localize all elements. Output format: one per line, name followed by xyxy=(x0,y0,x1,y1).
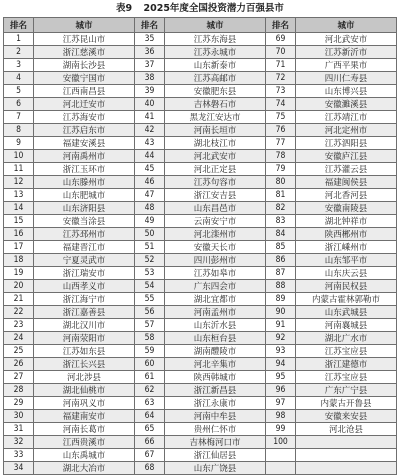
city-cell: 福建南安市 xyxy=(34,410,135,423)
rank-cell: 67 xyxy=(135,449,165,462)
header-city: 城市 xyxy=(165,18,266,33)
rank-cell: 13 xyxy=(4,189,34,202)
rank-cell: 63 xyxy=(135,397,165,410)
rank-cell: 22 xyxy=(4,306,34,319)
city-cell: 山东滕州市 xyxy=(34,176,135,189)
table-number: 表9 xyxy=(116,3,133,14)
header-rank: 排名 xyxy=(266,18,296,33)
rank-cell: 98 xyxy=(266,410,296,423)
city-cell: 河南禹州市 xyxy=(34,150,135,163)
rank-cell: 25 xyxy=(4,345,34,358)
city-cell: 陕西韩城市 xyxy=(165,371,266,384)
table-row xyxy=(4,254,397,267)
rank-cell: 21 xyxy=(4,293,34,306)
rank-cell: 59 xyxy=(135,345,165,358)
city-cell: 河北武安市 xyxy=(296,33,397,46)
table-row xyxy=(4,306,397,319)
rank-cell: 8 xyxy=(4,124,34,137)
city-cell: 河北香河县 xyxy=(296,189,397,202)
city-cell: 江西贵溪市 xyxy=(34,436,135,449)
rank-cell: 46 xyxy=(135,176,165,189)
rank-cell: 34 xyxy=(4,462,34,475)
rank-cell: 94 xyxy=(266,358,296,371)
city-cell: 江苏句容市 xyxy=(165,176,266,189)
city-cell: 河南中牟县 xyxy=(165,410,266,423)
rank-cell: 18 xyxy=(4,254,34,267)
city-cell: 河南荥阳市 xyxy=(34,332,135,345)
rank-cell: 1 xyxy=(4,33,34,46)
table-row xyxy=(4,384,397,397)
rank-cell: 35 xyxy=(135,33,165,46)
rank-cell: 79 xyxy=(266,163,296,176)
rank-cell: 7 xyxy=(4,111,34,124)
rank-cell: 75 xyxy=(266,111,296,124)
table-row xyxy=(4,449,397,462)
city-cell: 浙江海宁市 xyxy=(34,293,135,306)
rank-cell: 3 xyxy=(4,59,34,72)
city-cell: 浙江安吉县 xyxy=(165,189,266,202)
rank-cell: 12 xyxy=(4,176,34,189)
city-cell: 广东广宁县 xyxy=(296,384,397,397)
table-row xyxy=(4,150,397,163)
rank-cell: 58 xyxy=(135,332,165,345)
rank-cell: 100 xyxy=(266,436,296,449)
rank-cell: 90 xyxy=(266,306,296,319)
city-cell xyxy=(296,436,397,449)
city-cell: 安徽肥东县 xyxy=(165,85,266,98)
city-cell: 湖北大冶市 xyxy=(34,462,135,475)
rank-cell: 16 xyxy=(4,228,34,241)
rank-cell: 70 xyxy=(266,46,296,59)
city-cell: 河南巩义市 xyxy=(34,397,135,410)
city-cell: 山西孝义市 xyxy=(34,280,135,293)
rank-cell: 91 xyxy=(266,319,296,332)
city-cell: 江苏新沂市 xyxy=(296,46,397,59)
city-cell: 湖南醴陵市 xyxy=(165,345,266,358)
rank-cell xyxy=(266,449,296,462)
city-cell: 福建闽侯县 xyxy=(296,176,397,189)
rank-cell: 31 xyxy=(4,423,34,436)
rank-cell: 4 xyxy=(4,72,34,85)
table-row xyxy=(4,332,397,345)
city-cell: 江苏靖江市 xyxy=(296,111,397,124)
rank-cell: 36 xyxy=(135,46,165,59)
rank-cell: 29 xyxy=(4,397,34,410)
city-cell: 安徽庐江县 xyxy=(296,150,397,163)
city-cell: 河北正定县 xyxy=(165,163,266,176)
rank-cell: 95 xyxy=(266,371,296,384)
rank-cell: 93 xyxy=(266,345,296,358)
city-cell: 湖北枝江市 xyxy=(165,137,266,150)
city-cell: 福建安溪县 xyxy=(34,137,135,150)
rank-cell: 20 xyxy=(4,280,34,293)
table-row xyxy=(4,410,397,423)
rank-cell: 96 xyxy=(266,384,296,397)
city-cell: 山东博兴县 xyxy=(296,85,397,98)
city-cell: 江西南昌县 xyxy=(34,85,135,98)
rank-cell: 6 xyxy=(4,98,34,111)
city-cell: 山东邹平市 xyxy=(296,254,397,267)
rank-cell: 65 xyxy=(135,423,165,436)
rank-cell: 52 xyxy=(135,254,165,267)
city-cell: 陕西郴州市 xyxy=(296,228,397,241)
city-cell: 河北滦州市 xyxy=(165,228,266,241)
city-cell: 山东肥城市 xyxy=(34,189,135,202)
table-row xyxy=(4,46,397,59)
rank-cell: 40 xyxy=(135,98,165,111)
city-cell: 河南民权县 xyxy=(296,280,397,293)
rank-cell: 43 xyxy=(135,137,165,150)
city-cell: 广东四会市 xyxy=(165,280,266,293)
city-cell: 湖北仙桃市 xyxy=(34,384,135,397)
city-cell: 山东桓台县 xyxy=(165,332,266,345)
rank-cell: 78 xyxy=(266,150,296,163)
rank-cell: 2 xyxy=(4,46,34,59)
rank-cell: 83 xyxy=(266,215,296,228)
city-cell: 山东广饶县 xyxy=(165,462,266,475)
city-cell: 河南孟州市 xyxy=(165,306,266,319)
rank-cell: 69 xyxy=(266,33,296,46)
city-cell: 浙江建德市 xyxy=(296,358,397,371)
rank-cell: 30 xyxy=(4,410,34,423)
city-cell: 安徽来安县 xyxy=(296,410,397,423)
rank-cell: 92 xyxy=(266,332,296,345)
rank-cell: 82 xyxy=(266,202,296,215)
city-cell: 河南襄城县 xyxy=(296,319,397,332)
table-caption xyxy=(0,0,400,17)
rank-cell: 37 xyxy=(135,59,165,72)
city-cell: 山东庆云县 xyxy=(296,267,397,280)
table-row xyxy=(4,423,397,436)
rank-cell: 74 xyxy=(266,98,296,111)
rank-cell: 51 xyxy=(135,241,165,254)
city-cell: 江苏高邮市 xyxy=(165,72,266,85)
rank-cell: 14 xyxy=(4,202,34,215)
table-row xyxy=(4,72,397,85)
rank-cell: 99 xyxy=(266,423,296,436)
city-cell xyxy=(296,449,397,462)
rank-cell: 11 xyxy=(4,163,34,176)
rank-cell: 84 xyxy=(266,228,296,241)
city-cell: 山东沂水县 xyxy=(165,319,266,332)
table-row xyxy=(4,228,397,241)
rank-cell: 41 xyxy=(135,111,165,124)
city-cell: 安徽濉溪县 xyxy=(296,98,397,111)
table-row xyxy=(4,137,397,150)
rank-cell: 62 xyxy=(135,384,165,397)
rank-cell: 76 xyxy=(266,124,296,137)
city-cell: 河南长葛市 xyxy=(34,423,135,436)
rank-cell: 10 xyxy=(4,150,34,163)
rank-cell: 97 xyxy=(266,397,296,410)
city-cell: 安徽当涂县 xyxy=(34,215,135,228)
header-rank: 排名 xyxy=(4,18,34,33)
header-city: 城市 xyxy=(296,18,397,33)
rank-cell: 64 xyxy=(135,410,165,423)
city-cell: 河北沧县 xyxy=(296,423,397,436)
table-row xyxy=(4,163,397,176)
rank-cell: 9 xyxy=(4,137,34,150)
table-row xyxy=(4,202,397,215)
city-cell: 安徽天长市 xyxy=(165,241,266,254)
table-header-row xyxy=(4,18,397,33)
rank-cell: 42 xyxy=(135,124,165,137)
rank-cell: 44 xyxy=(135,150,165,163)
city-cell: 江苏宝应县 xyxy=(296,345,397,358)
rank-cell: 47 xyxy=(135,189,165,202)
city-cell: 浙江仙居县 xyxy=(165,449,266,462)
rank-cell: 48 xyxy=(135,202,165,215)
table-row xyxy=(4,215,397,228)
city-cell: 江苏邳州市 xyxy=(34,228,135,241)
rank-cell: 33 xyxy=(4,449,34,462)
rank-cell: 39 xyxy=(135,85,165,98)
rank-cell: 60 xyxy=(135,358,165,371)
rank-cell: 86 xyxy=(266,254,296,267)
city-cell: 安徽宁国市 xyxy=(34,72,135,85)
city-cell: 河北迁安市 xyxy=(34,98,135,111)
rank-cell: 38 xyxy=(135,72,165,85)
table-row xyxy=(4,293,397,306)
rank-cell: 68 xyxy=(135,462,165,475)
rank-cell: 49 xyxy=(135,215,165,228)
table-row xyxy=(4,267,397,280)
city-cell: 河北定州市 xyxy=(296,124,397,137)
rank-cell: 81 xyxy=(266,189,296,202)
rank-cell: 5 xyxy=(4,85,34,98)
rank-cell: 27 xyxy=(4,371,34,384)
table-row xyxy=(4,111,397,124)
city-cell: 河南长垣市 xyxy=(165,124,266,137)
table-row xyxy=(4,436,397,449)
city-cell: 山东禹城市 xyxy=(34,449,135,462)
city-cell: 江苏泗阳县 xyxy=(296,137,397,150)
rank-cell: 19 xyxy=(4,267,34,280)
city-cell: 浙江永康市 xyxy=(165,397,266,410)
table-row xyxy=(4,358,397,371)
rank-cell: 56 xyxy=(135,306,165,319)
rank-cell: 17 xyxy=(4,241,34,254)
table-row xyxy=(4,345,397,358)
city-cell: 福建晋江市 xyxy=(34,241,135,254)
city-cell: 山东武城县 xyxy=(296,306,397,319)
header-rank: 排名 xyxy=(135,18,165,33)
city-cell: 山东济阳县 xyxy=(34,202,135,215)
city-cell: 江苏宝应县 xyxy=(296,371,397,384)
table-row xyxy=(4,462,397,475)
city-cell: 内蒙古霍林郭勒市 xyxy=(296,293,397,306)
table-row xyxy=(4,189,397,202)
city-cell: 内蒙古开鲁县 xyxy=(296,397,397,410)
rank-cell: 87 xyxy=(266,267,296,280)
city-cell: 江苏如东县 xyxy=(34,345,135,358)
city-cell: 浙江长兴县 xyxy=(34,358,135,371)
city-cell: 河北涉县 xyxy=(34,371,135,384)
rank-cell: 61 xyxy=(135,371,165,384)
rank-cell: 85 xyxy=(266,241,296,254)
city-cell: 黑龙江安达市 xyxy=(165,111,266,124)
city-cell: 浙江慈溪市 xyxy=(34,46,135,59)
city-cell: 宁夏灵武市 xyxy=(34,254,135,267)
rank-cell: 28 xyxy=(4,384,34,397)
rank-cell xyxy=(266,462,296,475)
rank-cell: 53 xyxy=(135,267,165,280)
city-cell: 湖北广水市 xyxy=(296,332,397,345)
city-cell: 云南安宁市 xyxy=(165,215,266,228)
table-row xyxy=(4,371,397,384)
city-cell: 河北武安市 xyxy=(165,150,266,163)
city-cell xyxy=(296,462,397,475)
rank-cell: 26 xyxy=(4,358,34,371)
city-cell: 河北辛集市 xyxy=(165,358,266,371)
rank-cell: 80 xyxy=(266,176,296,189)
header-city: 城市 xyxy=(34,18,135,33)
city-cell: 安徽南陵县 xyxy=(296,202,397,215)
table-row xyxy=(4,319,397,332)
rank-cell: 45 xyxy=(135,163,165,176)
city-cell: 广西平果市 xyxy=(296,59,397,72)
table-row xyxy=(4,241,397,254)
city-cell: 浙江嵊州市 xyxy=(296,241,397,254)
rank-cell: 89 xyxy=(266,293,296,306)
table-row xyxy=(4,397,397,410)
rank-cell: 72 xyxy=(266,72,296,85)
city-cell: 浙江新昌县 xyxy=(165,384,266,397)
city-cell: 浙江瑞安市 xyxy=(34,267,135,280)
city-cell: 湖北汉川市 xyxy=(34,319,135,332)
table-row xyxy=(4,98,397,111)
table-row xyxy=(4,59,397,72)
city-cell: 江苏永城市 xyxy=(165,46,266,59)
table-title: 2025年度全国投资潜力百强县市 xyxy=(143,3,284,14)
table-row xyxy=(4,176,397,189)
rank-cell: 50 xyxy=(135,228,165,241)
city-cell: 江苏昆山市 xyxy=(34,33,135,46)
rank-cell: 24 xyxy=(4,332,34,345)
city-cell: 四川彭州市 xyxy=(165,254,266,267)
table-row xyxy=(4,33,397,46)
table-body xyxy=(4,33,397,475)
city-cell: 吉林梅河口市 xyxy=(165,436,266,449)
city-cell: 江苏如皋市 xyxy=(165,267,266,280)
rank-cell: 73 xyxy=(266,85,296,98)
table-row xyxy=(4,280,397,293)
city-cell: 湖北钟祥市 xyxy=(296,215,397,228)
ranking-table xyxy=(3,17,397,475)
rank-cell: 88 xyxy=(266,280,296,293)
city-cell: 贵州仁怀市 xyxy=(165,423,266,436)
city-cell: 江苏灌云县 xyxy=(296,163,397,176)
city-cell: 浙江玉环市 xyxy=(34,163,135,176)
rank-cell: 77 xyxy=(266,137,296,150)
rank-cell: 23 xyxy=(4,319,34,332)
table-row xyxy=(4,85,397,98)
table-row xyxy=(4,124,397,137)
city-cell: 江苏东海县 xyxy=(165,33,266,46)
city-cell: 山东新泰市 xyxy=(165,59,266,72)
city-cell: 山东昌邑市 xyxy=(165,202,266,215)
rank-cell: 54 xyxy=(135,280,165,293)
city-cell: 湖南长沙县 xyxy=(34,59,135,72)
rank-cell: 57 xyxy=(135,319,165,332)
city-cell: 浙江嘉善县 xyxy=(34,306,135,319)
rank-cell: 71 xyxy=(266,59,296,72)
city-cell: 江苏海安市 xyxy=(34,111,135,124)
rank-cell: 66 xyxy=(135,436,165,449)
city-cell: 江苏启东市 xyxy=(34,124,135,137)
rank-cell: 15 xyxy=(4,215,34,228)
rank-cell: 55 xyxy=(135,293,165,306)
rank-cell: 32 xyxy=(4,436,34,449)
city-cell: 吉林磐石市 xyxy=(165,98,266,111)
city-cell: 湖北宜都市 xyxy=(165,293,266,306)
city-cell: 四川仁寿县 xyxy=(296,72,397,85)
